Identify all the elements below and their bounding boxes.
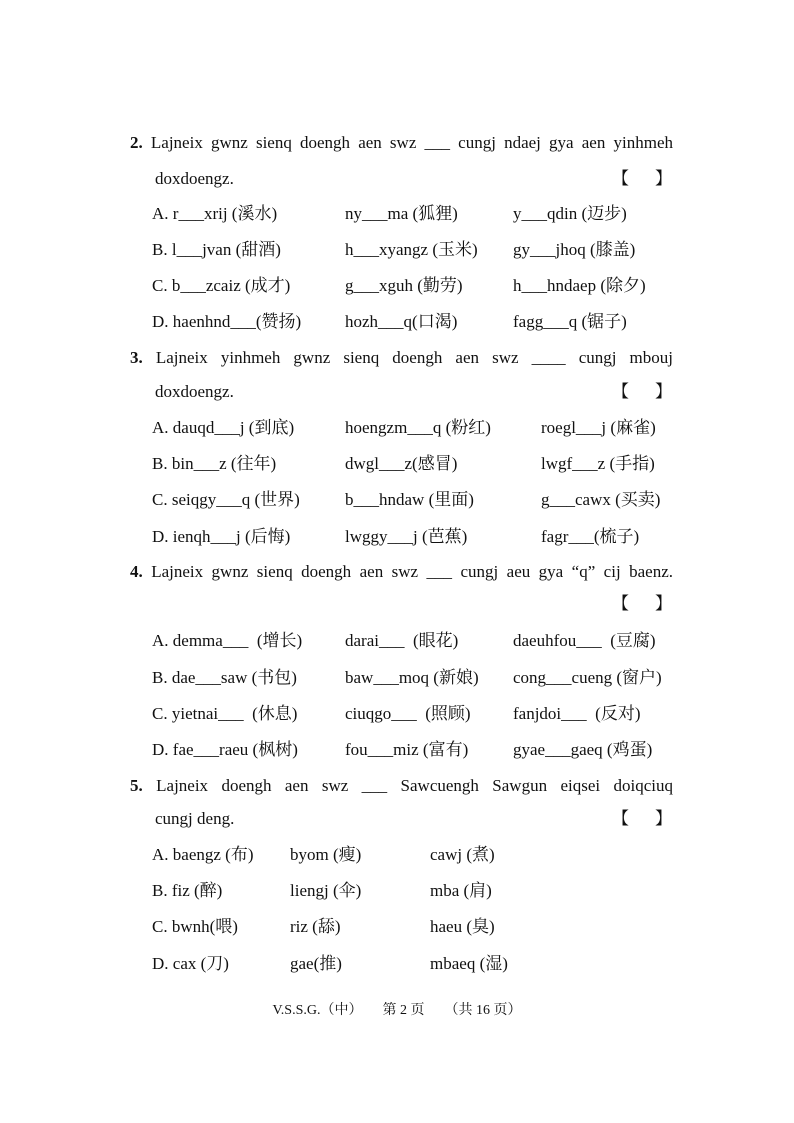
option-item [152,525,290,549]
option-item [152,488,300,512]
answer-bracket[interactable] [0,167,794,191]
option-item [152,310,301,334]
option-word: gy___jhoq (膝盖) [513,240,636,259]
option-word: daeuhfou___ (豆腐) [513,631,656,650]
question-5-stem-continued: cungj deng. [155,809,235,828]
option-item [152,738,298,762]
option-row-c [0,274,794,298]
option-letter: D. [152,312,169,331]
option-word: g___xguh (勤劳) [345,276,463,295]
option-word: r___xrij (溪水) [172,204,278,223]
option-word: ciuqgo___ (照顾) [345,704,471,723]
option-row-b [0,666,794,690]
option-word: cax (刀) [172,954,229,973]
option-item [152,202,277,226]
question-text: Lajneix gwnz sienq doengh aen swz ___ cungj aeu gya “q” cij baenz. [151,562,673,581]
question-number: 2. [130,133,143,152]
question-text: Lajneix yinhmeh gwnz sienq doengh aen swz ____ cungj mbouj [155,348,673,367]
bracket-close: 】 [655,382,672,401]
option-word: byom (瘦) [290,845,362,864]
question-text: Lajneix gwnz sienq doengh aen swz ___ cungj ndaej gya aen yinhmeh [150,133,673,152]
option-word: cawj (煮) [430,845,495,864]
option-letter: B. [152,668,168,687]
option-row-a [0,202,794,226]
option-word: h___xyangz (玉米) [345,240,478,259]
option-word: g___cawx (买卖) [541,490,661,509]
option-word: dauqd___j (到底) [172,418,295,437]
footer-page-number: 第 2 页 [382,1003,425,1018]
option-letter: D. [152,527,169,546]
option-letter: A. [152,204,169,223]
option-word: fanjdoi___ (反对) [513,704,641,723]
option-word: riz (舔) [290,917,341,936]
option-letter: B. [152,881,168,900]
bracket-close: 】 [655,169,672,188]
option-row-b [0,879,794,903]
option-word: b___hndaw (里面) [345,490,474,509]
option-word: ny___ma (狐狸) [345,204,458,223]
option-letter: A. [152,631,169,650]
option-item [152,452,276,476]
question-number: 4. [130,562,143,581]
option-row-c [0,488,794,512]
option-word: liengj (伞) [290,881,362,900]
option-letter: D. [152,740,169,759]
option-item [152,879,222,903]
option-word: cong___cueng (窗户) [513,668,662,687]
option-word: hozh___q(口渴) [345,312,458,331]
option-letter: A. [152,845,169,864]
footer-page-total: （共 16 页） [444,1003,522,1018]
option-row-b [0,452,794,476]
option-word: demma___ (增长) [172,631,303,650]
option-word: mba (肩) [430,881,492,900]
option-word: ienqh___j (后悔) [172,527,291,546]
option-word: fagr___(梳子) [541,527,640,546]
option-word: baw___moq (新娘) [345,668,479,687]
question-number: 3. [130,348,143,367]
option-item [152,702,297,726]
bracket-open: 【 [612,382,629,401]
bracket-open: 【 [612,809,629,828]
option-word: fagg___q (锯子) [513,312,627,331]
option-word: h___hndaep (除夕) [513,276,646,295]
option-row-b [0,238,794,262]
option-word: darai___ (眼花) [345,631,459,650]
bracket-close: 】 [655,594,672,613]
option-row-d [0,310,794,334]
option-row-a [0,416,794,440]
option-item [152,952,229,976]
option-item [152,666,297,690]
option-item [152,238,281,262]
option-word: bwnh(喂) [171,917,238,936]
option-letter: A. [152,418,169,437]
option-item [152,274,290,298]
option-item [152,629,302,653]
option-word: baengz (布) [172,845,254,864]
option-letter: C. [152,490,168,509]
option-word: gae(推) [290,954,342,973]
option-row-c [0,915,794,939]
option-word: bin___z (往年) [171,454,277,473]
option-word: dae___saw (书包) [171,668,297,687]
question-2-stem [130,131,673,155]
option-row-d [0,952,794,976]
page-footer [0,1000,794,1022]
option-word: b___zcaiz (成才) [171,276,291,295]
option-row-a [0,843,794,867]
option-word: roegl___j (麻雀) [541,418,656,437]
option-word: fiz (醉) [171,881,223,900]
option-word: y___qdin (迈步) [513,204,627,223]
question-2-stem-continued: doxdoengz. [155,169,234,188]
option-item [152,416,294,440]
question-5-stem [130,774,673,798]
option-row-a [0,629,794,653]
option-word: fae___raeu (枫树) [172,740,298,759]
option-word: lwgf___z (手指) [541,454,655,473]
option-word: yietnai___ (休息) [171,704,298,723]
question-number: 5. [130,776,143,795]
bracket-open: 【 [612,169,629,188]
option-word: gyae___gaeq (鸡蛋) [513,740,653,759]
option-word: haeu (臭) [430,917,495,936]
bracket-open: 【 [612,594,629,613]
option-word: seiqgy___q (世界) [171,490,300,509]
option-word: dwgl___z(感冒) [345,454,458,473]
question-text: Lajneix doengh aen swz ___ Sawcuengh Sawgun eiqsei doiqciuq [156,776,673,795]
option-letter: C. [152,276,168,295]
option-word: lwggy___j (芭蕉) [345,527,468,546]
answer-bracket[interactable] [0,807,794,831]
option-letter: B. [152,454,168,473]
question-3-stem [130,346,673,370]
option-row-c [0,702,794,726]
option-letter: C. [152,704,168,723]
option-word: l___jvan (甜酒) [171,240,281,259]
question-3-stem-continued: doxdoengz. [155,382,234,401]
bracket-close: 】 [655,809,672,828]
option-word: mbaeq (湿) [430,954,508,973]
question-4-stem [130,560,673,584]
option-letter: C. [152,917,168,936]
option-letter: D. [152,954,169,973]
option-word: haenhnd___(赞扬) [172,312,302,331]
option-word: fou___miz (富有) [345,740,469,759]
footer-code: V.S.S.G.（中） [272,1003,363,1018]
option-letter: B. [152,240,168,259]
option-row-d [0,738,794,762]
answer-bracket[interactable] [0,380,794,404]
answer-bracket[interactable] [0,592,794,616]
option-item [152,843,254,867]
option-word: hoengzm___q (粉红) [345,418,491,437]
option-item [152,915,238,939]
option-row-d [0,525,794,549]
